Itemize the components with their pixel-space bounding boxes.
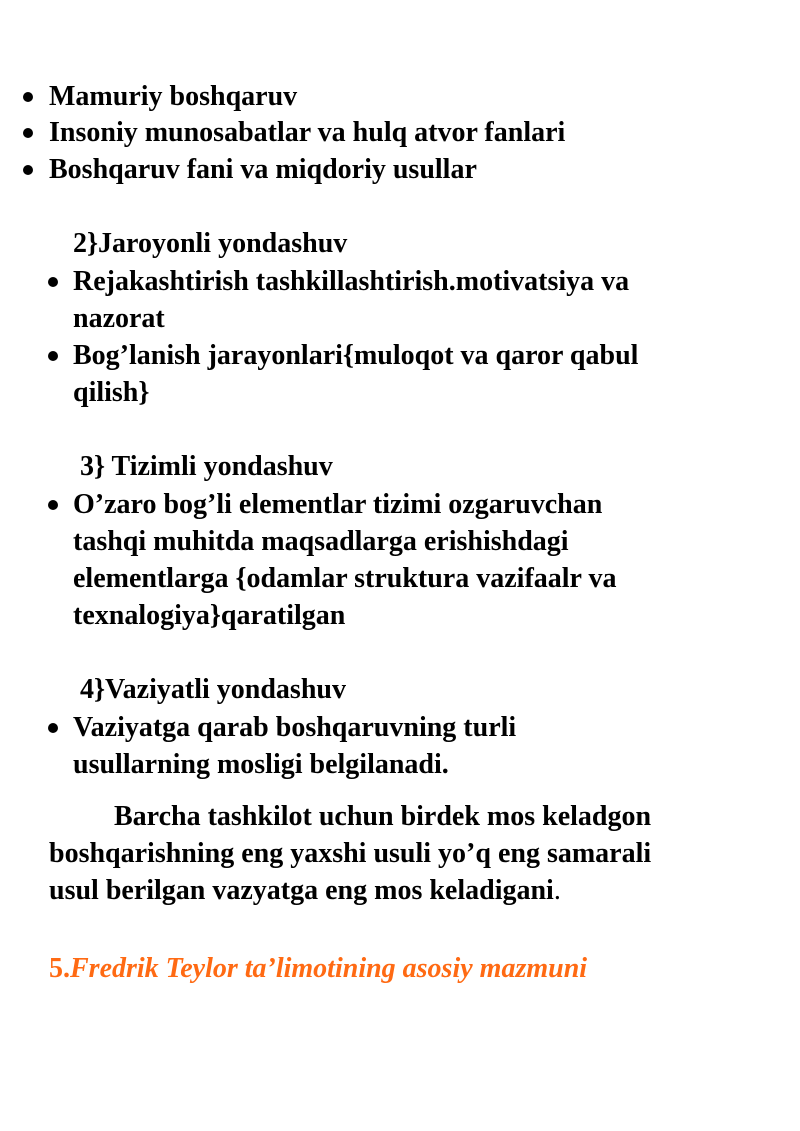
list-item: Rejakashtirish tashkillashtirish.motivatsiya va — [73, 266, 630, 297]
bullet-icon — [23, 92, 33, 102]
section-heading: 4}Vaziyatli yondashuv — [80, 674, 346, 705]
list-item: Boshqaruv fani va miqdoriy usullar — [49, 154, 477, 185]
section-heading: 3} Tizimli yondashuv — [80, 451, 333, 482]
heading-text: Fredrik Teylor ta’limotining asosiy mazmuni — [70, 953, 588, 984]
list-item: Insoniy munosabatlar va hulq atvor fanlari — [49, 117, 566, 148]
paragraph-period: . — [553, 875, 561, 906]
bullet-icon — [23, 128, 33, 138]
list-item: O’zaro bog’li elementlar tizimi ozgaruvchan — [73, 489, 603, 520]
list-item-continuation: elementlarga {odamlar struktura vazifaalr va — [73, 563, 617, 594]
paragraph-text: usul berilgan vazyatga eng mos keladigani — [49, 875, 554, 906]
paragraph-line: boshqarishning eng yaxshi usuli yo’q eng samarali — [49, 838, 652, 869]
bullet-icon — [48, 351, 58, 361]
list-item: Mamuriy boshqaruv — [49, 81, 298, 112]
bullet-icon — [23, 165, 33, 175]
bullet-icon — [48, 277, 58, 287]
paragraph-line — [49, 872, 561, 909]
bullet-icon — [48, 500, 58, 510]
list-item: Bog’lanish jarayonlari{muloqot va qaror qabul — [73, 340, 639, 371]
section-heading: 2}Jaroyonli yondashuv — [73, 228, 348, 259]
list-item-continuation: qilish} — [73, 377, 150, 408]
list-item-continuation: nazorat — [73, 303, 165, 334]
list-item-continuation: tashqi muhitda maqsadlarga erishishdagi — [73, 526, 569, 557]
list-item-continuation: usullarning mosligi belgilanadi. — [73, 749, 449, 780]
bullet-icon — [48, 723, 58, 733]
paragraph-line: Barcha tashkilot uchun birdek mos keladgon — [114, 801, 652, 832]
next-section-heading — [49, 950, 587, 987]
list-item: Vaziyatga qarab boshqaruvning turli — [73, 712, 517, 743]
list-item-continuation: texnalogiya}qaratilgan — [73, 600, 346, 631]
heading-number: 5. — [49, 953, 70, 984]
